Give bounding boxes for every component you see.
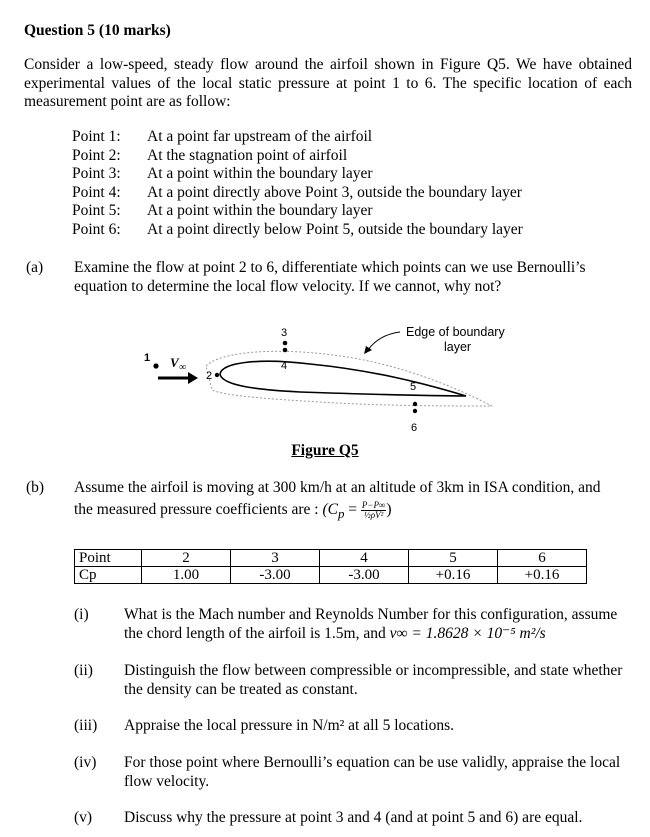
point-desc: At the stagnation point of airfoil [147, 146, 348, 164]
table-row [75, 567, 587, 584]
question-title: Question 5 (10 marks) [24, 22, 171, 39]
point-5-marker [413, 402, 417, 406]
table-point: 2 [142, 550, 231, 567]
point-row [72, 184, 523, 203]
table-point: 3 [231, 550, 320, 567]
cp-fraction [361, 501, 386, 520]
sub-question-text: Discuss why the pressure at point 3 and 4 (and at point 5 and 6) are equal. [124, 809, 583, 826]
edge-pointer-head [364, 346, 372, 354]
part-b-text [74, 479, 632, 523]
sub-question-label: (i) [74, 606, 89, 623]
table-cp: +0.16 [498, 567, 587, 584]
cp-close: ) [386, 500, 392, 518]
airfoil-figure [144, 324, 510, 444]
cp-open: (C [322, 500, 338, 518]
point-row [72, 221, 523, 240]
sub-question-label: (ii) [74, 662, 93, 679]
point-row [72, 165, 523, 184]
point-label: Point 2: [72, 146, 121, 164]
point-desc: At a point directly above Point 3, outside the boundary layer [147, 183, 522, 201]
point-label: Point 6: [72, 220, 121, 238]
part-a-text: Examine the flow at point 2 to 6, differentiate which points can we use Bernoulli’s equation to determine the local flow velocity. If we cannot, why not? [74, 259, 586, 295]
part-b-line2 [74, 501, 632, 524]
question-intro: Consider a low-speed, steady flow around the airfoil shown in Figure Q5. We have obtained experimental values of the local static pressure at point 1 to 6. The specific location of each measurement point are as follow: [24, 56, 632, 110]
cp-equals: = [344, 500, 361, 518]
table-cp: -3.00 [231, 567, 320, 584]
sub-question-label: (iii) [74, 717, 98, 734]
table-cp: 1.00 [142, 567, 231, 584]
table-header-label: Point [75, 550, 142, 567]
point-label: Point 3: [72, 165, 121, 183]
point-row [72, 147, 523, 166]
edge-pointer-arrow [368, 332, 400, 350]
freestream-arrowhead [188, 372, 198, 384]
point-1-marker [153, 363, 158, 368]
edge-label-line1: Edge of boundary [406, 325, 505, 339]
point-desc: At a point far upstream of the airfoil [147, 128, 373, 145]
point-5b-marker [413, 409, 417, 413]
cp-numerator: P−P∞ [361, 499, 386, 510]
point-label: Point 1: [72, 128, 121, 145]
point-2-label: 2 [206, 370, 213, 382]
freestream-label: V [170, 355, 179, 370]
point-row [72, 202, 523, 221]
cp-subscript: p [337, 505, 345, 521]
kinematic-viscosity-math: v∞ = 1.8628 × 10⁻⁵ m²/s [389, 624, 546, 642]
table-point: 4 [320, 550, 409, 567]
point-3-label: 3 [281, 327, 288, 339]
sub-question-text: Distinguish the flow between compressible or incompressible, and state whether the density can be treated as constant. [124, 662, 623, 698]
point-1-label: 1 [144, 352, 151, 364]
point-6-label: 6 [411, 422, 418, 434]
sub-question-text: Appraise the local pressure in N/m² at all 5 locations. [124, 717, 455, 734]
point-3b-marker [283, 348, 288, 353]
point-label: Point 4: [72, 183, 121, 201]
point-5-label: 5 [410, 381, 417, 393]
point-label: Point 5: [72, 202, 121, 220]
point-row [72, 128, 523, 147]
sub-question-text: For those point where Bernoulli’s equation can be use validly, appraise the local flow velocity. [124, 754, 621, 790]
point-desc: At a point within the boundary layer [147, 202, 373, 220]
part-b-line2-text: the measured pressure coefficients are : [74, 500, 323, 518]
cp-table [74, 549, 587, 584]
point-3-marker [283, 341, 288, 346]
point-desc: At a point directly below Point 5, outside the boundary layer [147, 220, 523, 238]
sub-question-label: (iv) [74, 754, 97, 771]
table-cp: -3.00 [320, 567, 409, 584]
figure-caption: Figure Q5 [291, 442, 359, 459]
part-a-label: (a) [26, 259, 44, 276]
point-2-marker [215, 373, 219, 377]
table-row [75, 550, 587, 567]
freestream-subscript: ∞ [179, 362, 187, 373]
table-cp: +0.16 [409, 567, 498, 584]
sub-question-label: (v) [74, 809, 93, 826]
sub-question-text [124, 606, 632, 643]
table-point: 6 [498, 550, 587, 567]
point-desc: At a point within the boundary layer [147, 165, 373, 183]
edge-label-line2: layer [444, 340, 472, 354]
sub-question-i-text: What is the Mach number and Reynolds Number for this configuration, assume the chord length of the airfoil is 1.5m, and [124, 606, 618, 642]
part-b-line1: Assume the airfoil is moving at 300 km/h at an altitude of 3km in ISA condition, and [74, 479, 601, 496]
cp-denominator: ½ρV² [364, 509, 384, 520]
table-value-label: Cp [75, 567, 142, 584]
part-b-label: (b) [26, 479, 45, 496]
points-list [72, 128, 523, 240]
table-point: 5 [409, 550, 498, 567]
point-4-label: 4 [281, 360, 288, 372]
